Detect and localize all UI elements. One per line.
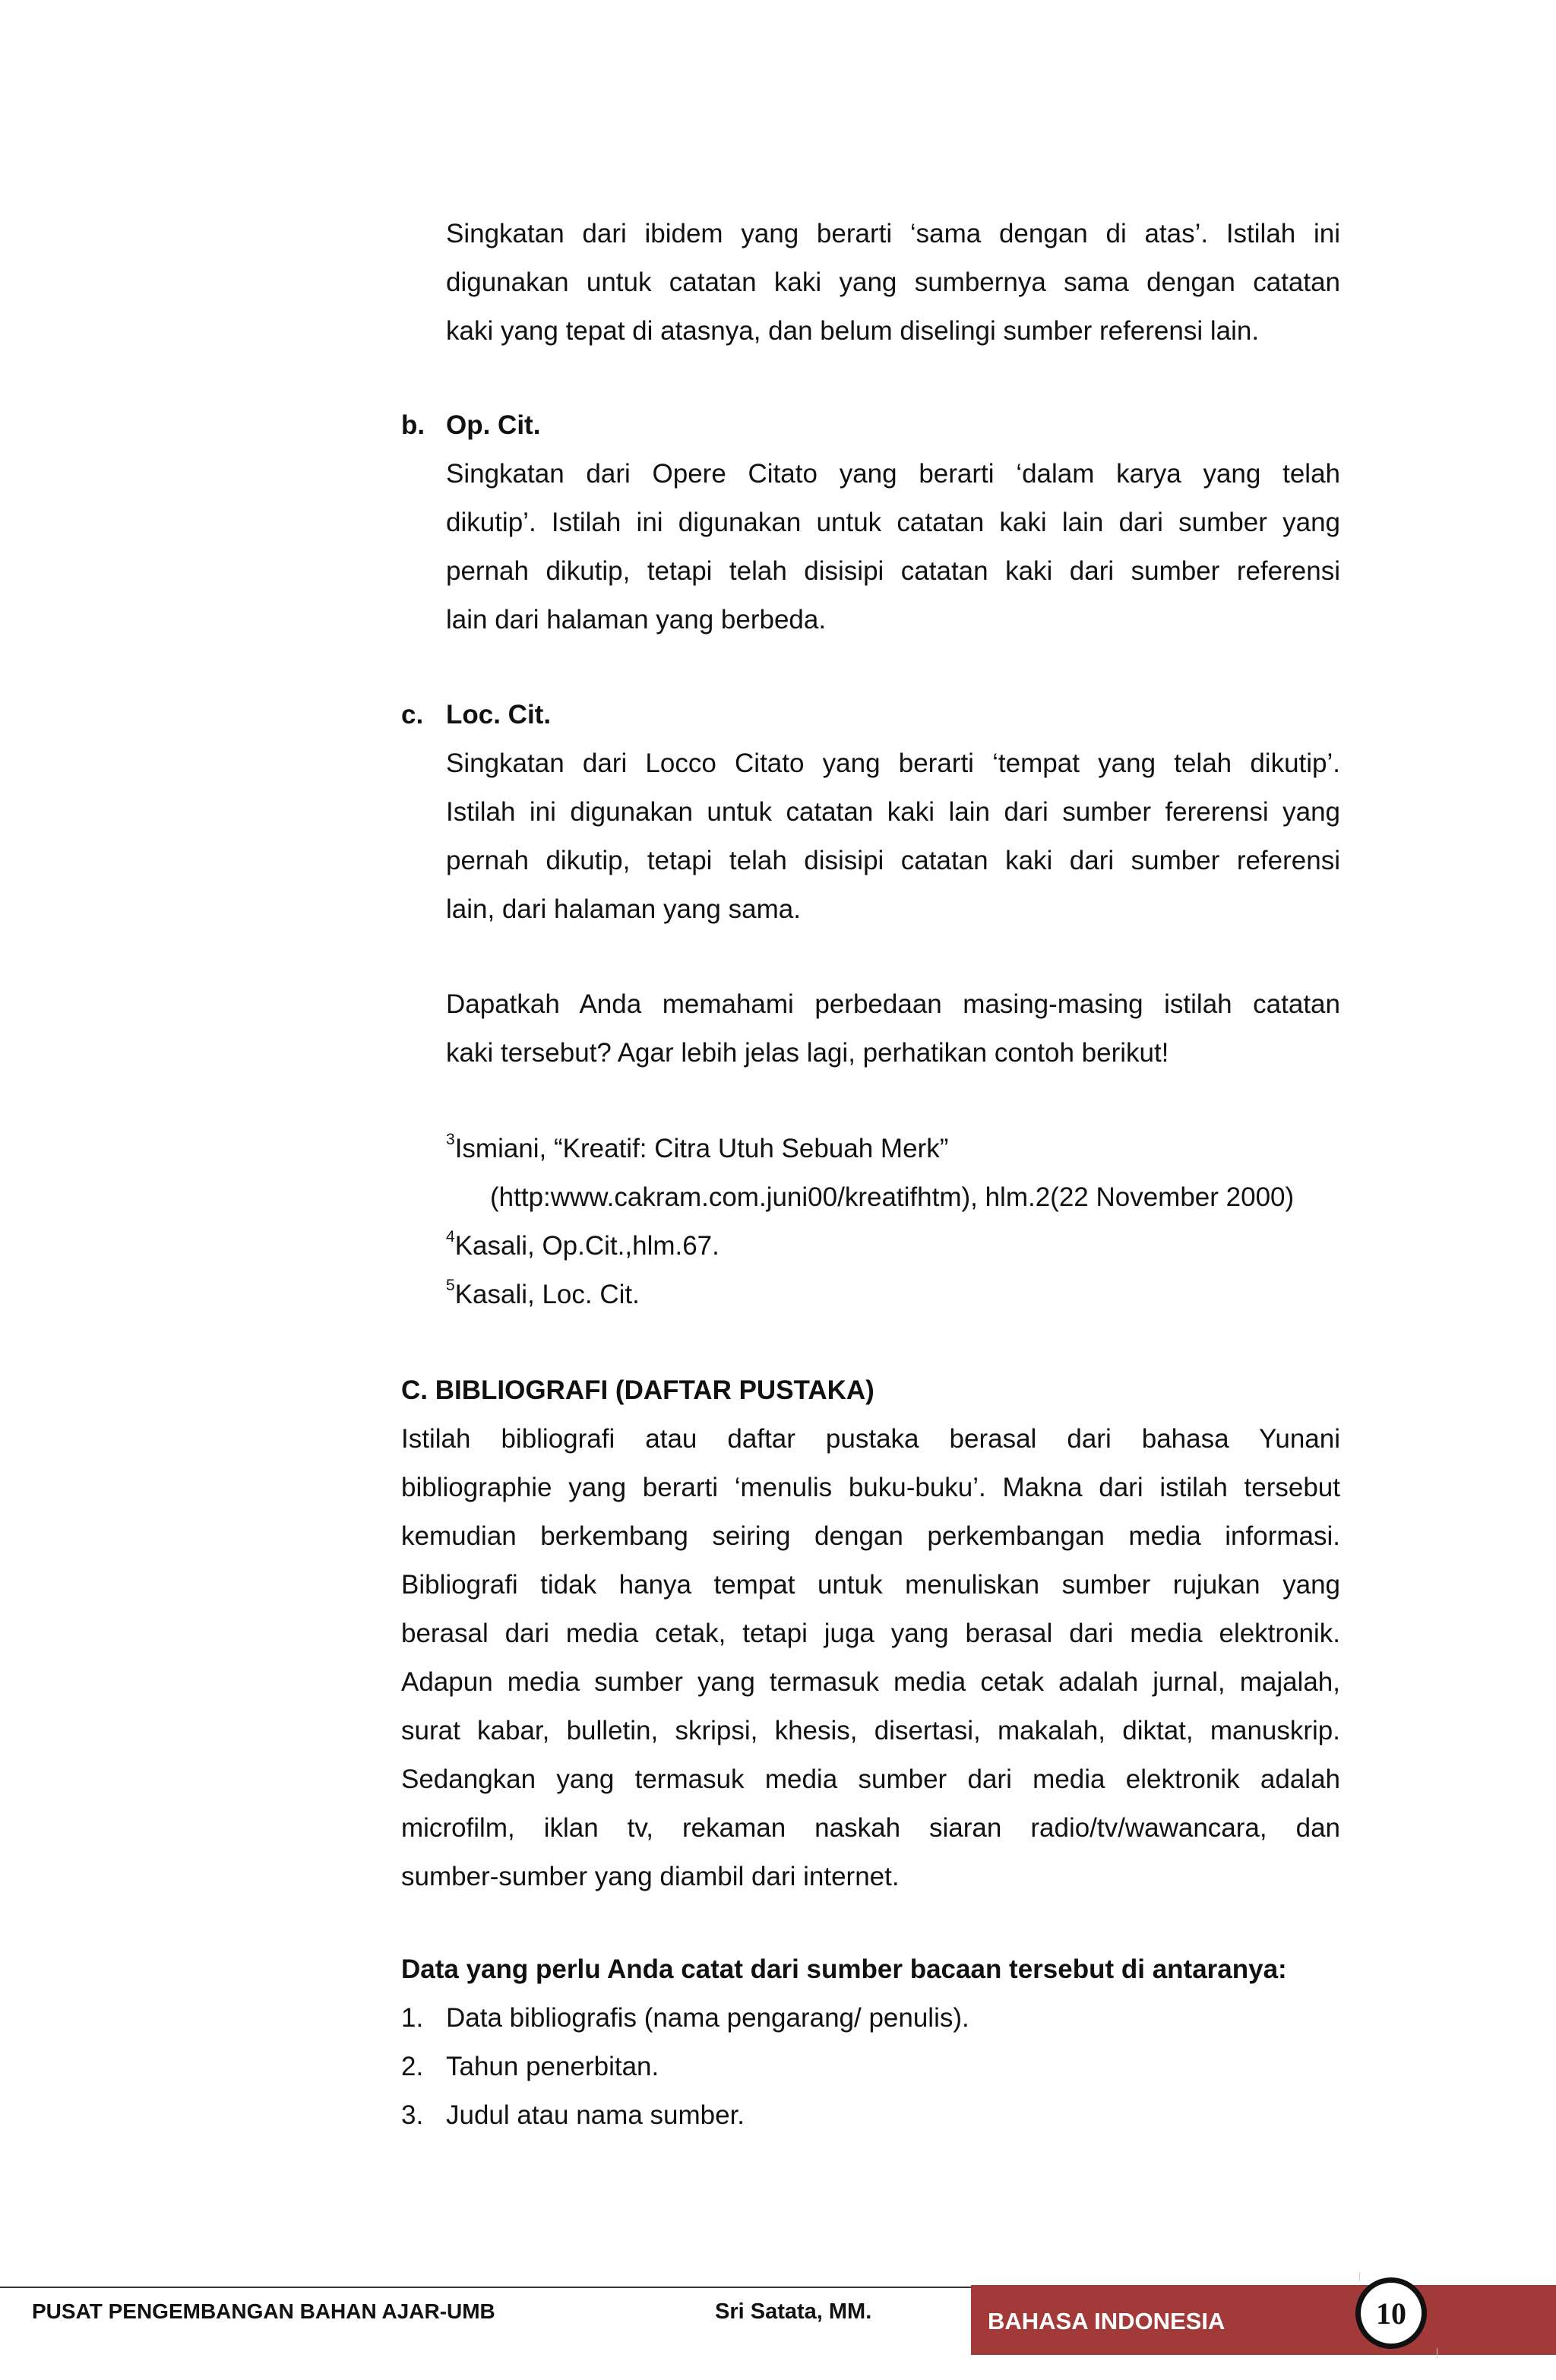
- bibliografi-line: Adapun media sumber yang termasuk media cetak adalah jurnal, majalah,: [401, 1667, 1340, 1697]
- footnote-number: 3: [446, 1131, 455, 1149]
- opcit-line: lain dari halaman yang berbeda.: [446, 605, 827, 635]
- list-number: 2.: [401, 2052, 424, 2081]
- ibid-line: digunakan untuk catatan kaki yang sumbernya sama dengan catatan: [446, 267, 1340, 297]
- page-number: 10: [1376, 2296, 1406, 2331]
- opcit-line: pernah dikutip, tetapi telah disisipi catatan kaki dari sumber referensi: [446, 556, 1340, 586]
- footer-subject: BAHASA INDONESIA: [988, 2308, 1226, 2334]
- list-item: Judul atau nama sumber.: [446, 2100, 745, 2130]
- bibliografi-line: sumber-sumber yang diambil dari internet.: [401, 1862, 900, 1891]
- footnote-text: Kasali, Loc. Cit.: [454, 1280, 640, 1309]
- footnote-continuation: (http:www.cakram.com.juni00/kreatifhtm), hlm.2(22 November 2000): [490, 1182, 1295, 1212]
- opcit-line: dikutip’. Istilah ini digunakan untuk catatan kaki lain dari sumber yang: [446, 508, 1340, 537]
- bibliografi-line: surat kabar, bulletin, skripsi, khesis, disertasi, makalah, diktat, manuskrip.: [401, 1716, 1340, 1745]
- bibliografi-line: microfilm, iklan tv, rekaman naskah siaran radio/tv/wawancara, dan: [401, 1813, 1340, 1843]
- footnote-number: 4: [446, 1228, 455, 1246]
- ibid-line: Singkatan dari ibidem yang berarti ‘sama dengan di atas’. Istilah ini: [446, 219, 1340, 248]
- list-number: 1.: [401, 2003, 424, 2033]
- loccit-line: Singkatan dari Locco Citato yang berarti ‘tempat yang telah dikutip’.: [446, 748, 1340, 778]
- crop-mark: [1359, 2272, 1360, 2281]
- bibliografi-line: Istilah bibliografi atau daftar pustaka berasal dari bahasa Yunani: [401, 1424, 1340, 1454]
- loccit-marker: c.: [401, 700, 424, 730]
- list-number: 3.: [401, 2100, 424, 2130]
- bibliografi-line: Bibliografi tidak hanya tempat untuk menuliskan sumber rujukan yang: [401, 1570, 1340, 1600]
- list-item: Data bibliografis (nama pengarang/ penulis).: [446, 2003, 969, 2033]
- footnote-example: [446, 1125, 948, 1173]
- section-heading: C. BIBLIOGRAFI (DAFTAR PUSTAKA): [401, 1375, 874, 1405]
- opcit-title: Op. Cit.: [446, 410, 541, 440]
- opcit-marker: b.: [401, 410, 425, 440]
- opcit-line: Singkatan dari Opere Citato yang berarti ‘dalam karya yang telah: [446, 459, 1340, 489]
- bibliografi-line: berasal dari media cetak, tetapi juga yang berasal dari media elektronik.: [401, 1619, 1340, 1648]
- question-line: Dapatkah Anda memahami perbedaan masing-masing istilah catatan: [446, 989, 1340, 1019]
- footer-rule: [0, 2287, 971, 2288]
- loccit-line: pernah dikutip, tetapi telah disisipi catatan kaki dari sumber referensi: [446, 846, 1340, 875]
- loccit-title: Loc. Cit.: [446, 700, 552, 730]
- footer-institution: PUSAT PENGEMBANGAN BAHAN AJAR-UMB: [32, 2299, 495, 2323]
- footnote-example: [446, 1271, 640, 1319]
- data-heading: Data yang perlu Anda catat dari sumber bacaan tersebut di antaranya:: [401, 1954, 1287, 1984]
- ibid-line: kaki yang tepat di atasnya, dan belum diselingi sumber referensi lain.: [446, 316, 1260, 346]
- bibliografi-line: kemudian berkembang seiring dengan perkembangan media informasi.: [401, 1521, 1340, 1551]
- loccit-line: Istilah ini digunakan untuk catatan kaki lain dari sumber fererensi yang: [446, 797, 1340, 827]
- bibliografi-line: Sedangkan yang termasuk media sumber dari media elektronik adalah: [401, 1764, 1340, 1794]
- bibliografi-line: bibliographie yang berarti ‘menulis buku-buku’. Makna dari istilah tersebut: [401, 1473, 1340, 1502]
- footnote-text: Kasali, Op.Cit.,hlm.67.: [454, 1231, 719, 1261]
- loccit-line: lain, dari halaman yang sama.: [446, 894, 801, 924]
- list-item: Tahun penerbitan.: [446, 2052, 659, 2081]
- page-number-badge: [1355, 2277, 1427, 2349]
- footnote-number: 5: [446, 1277, 455, 1295]
- footer-author: Sri Satata, MM.: [715, 2299, 872, 2324]
- footnote-example: [446, 1222, 719, 1271]
- question-line: kaki tersebut? Agar lebih jelas lagi, perhatikan contoh berikut!: [446, 1038, 1169, 1068]
- footnote-text: Ismiani, “Kreatif: Citra Utuh Sebuah Merk”: [454, 1134, 949, 1163]
